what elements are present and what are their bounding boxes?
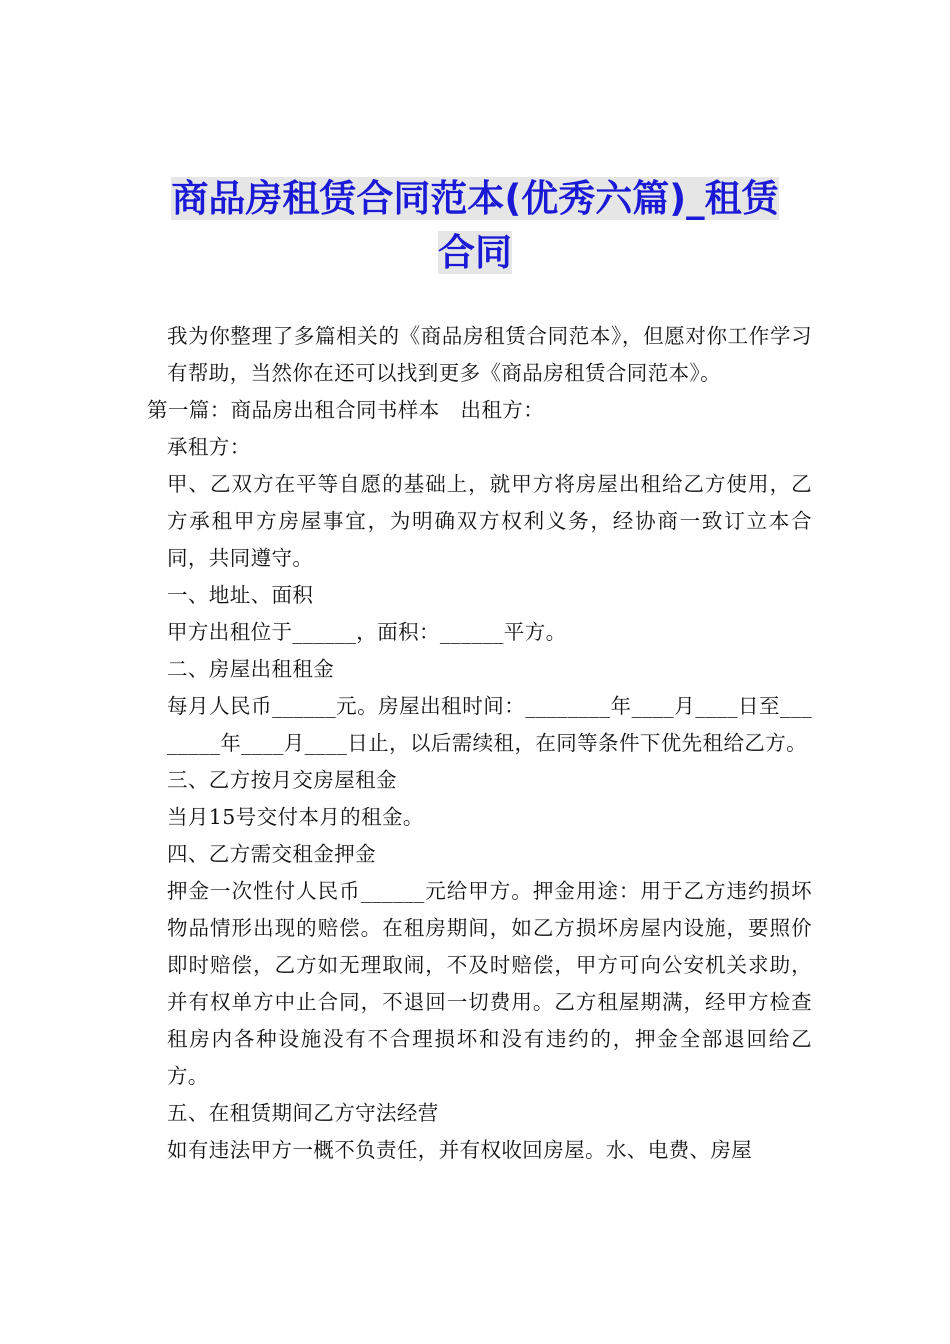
title-line-1: 商品房租赁合同范本(优秀六篇)_租赁 [171,177,779,220]
paragraph: 我为你整理了多篇相关的《商品房租赁合同范本》，但愿对你工作学习有帮助，当然你在还可以找到更多《商品房租赁合同范本》。 [167,324,812,385]
section-heading: 三、乙方按月交房屋租金 [167,768,397,792]
paragraph: 甲、乙双方在平等自愿的基础上，就甲方将房屋出租给乙方使用，乙方承租甲方房屋事宜，为明确双方权利义务，经协商一致订立本合同，共同遵守。 [167,472,812,570]
section-heading: 二、房屋出租租金 [167,657,335,681]
paragraph: 押金一次性付人民币______元给甲方。押金用途：用于乙方违约损坏物品情形出现的赔偿。在租房期间，如乙方损坏房屋内设施，要照价即时赔偿，乙方如无理取闹，不及时赔偿，甲方可向公安机关求助，并有权单方中止合同，不退回一切费用。乙方租屋期满，经甲方检查租房内各种设施没有不合理损坏和没有违约的，押金全部退回给乙方。 [167,879,812,1088]
paragraph: 如有违法甲方一概不负责任，并有权收回房屋。水、电费、房屋 [167,1138,753,1162]
title-line-2: 合同 [438,231,512,274]
section-heading: 四、乙方需交租金押金 [167,842,376,866]
paragraph: 每月人民币______元。房屋出租时间：________年____月____日至________年____月____日止，以后需续租，在同等条件下优先租给乙方。 [167,694,812,755]
paragraph: 第一篇：商品房出租合同书样本 出租方： [147,398,545,422]
paragraph: 甲方出租位于______，面积：______平方。 [167,620,567,644]
document-title [140,172,810,280]
section-heading: 五、在租赁期间乙方守法经营 [167,1101,439,1125]
document-body [147,318,812,1169]
paragraph: 当月15号交付本月的租金。 [167,805,424,829]
section-heading: 一、地址、面积 [167,583,314,607]
paragraph: 承租方： [167,435,251,459]
